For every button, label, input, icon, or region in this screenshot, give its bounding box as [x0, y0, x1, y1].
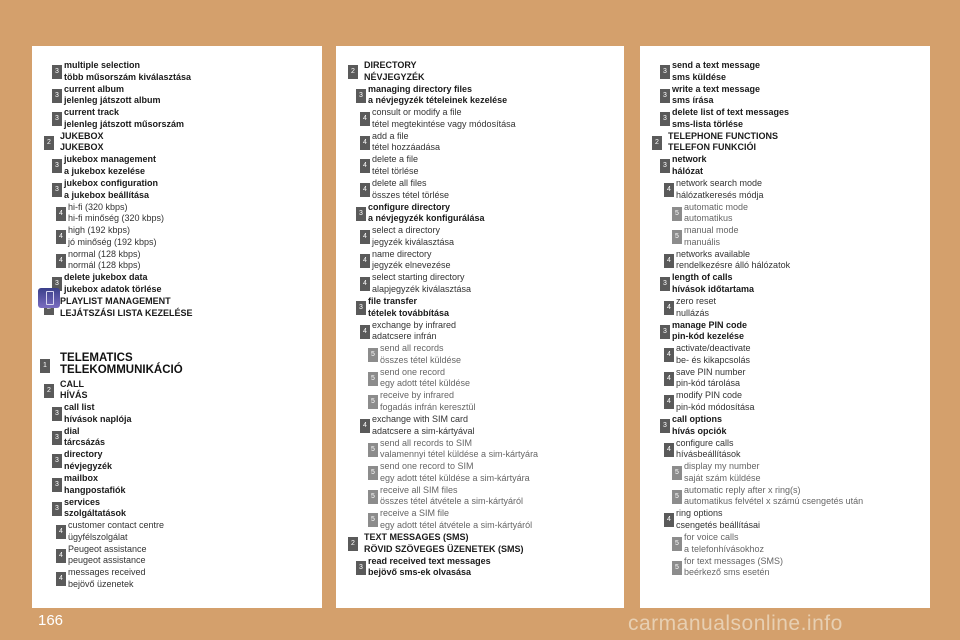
menu-level-badge: 5 — [672, 490, 682, 504]
menu-item-label-en: for text messages (SMS) — [684, 555, 784, 566]
menu-item-label-hu: valamennyi tétel küldése a sim-kártyára — [380, 449, 539, 460]
menu-item — [32, 567, 322, 591]
menu-level-badge: 4 — [664, 513, 674, 527]
menu-item-label-hu: összes tétel átvétele a sim-kártyáról — [380, 496, 524, 507]
menu-item-label-en: exchange with SIM card — [372, 414, 469, 424]
menu-level-badge: 3 — [660, 419, 670, 433]
menu-level-badge: 3 — [52, 502, 62, 516]
menu-level-badge: 5 — [368, 466, 378, 480]
menu-item-label-en: send all records to SIM — [380, 437, 473, 448]
menu-item — [32, 449, 322, 473]
menu-item-label-en: name directory — [372, 248, 432, 259]
menu-item — [640, 272, 930, 296]
menu-item — [336, 84, 624, 108]
menu-item-label-en: length of calls — [672, 272, 733, 283]
menu-item-label-en: configure calls — [676, 437, 734, 448]
menu-item — [336, 461, 624, 485]
menu-item-label-en: activate/deactivate — [676, 343, 751, 354]
menu-item-label-hu: manuális — [684, 236, 721, 247]
menu-item — [336, 390, 624, 414]
menu-item-label-hu: ügyfélszolgálat — [68, 531, 128, 542]
menu-item-label-en: manual mode — [684, 225, 739, 236]
menu-item-label-en: TEXT MESSAGES (SMS) — [364, 532, 469, 542]
menu-item-label-hu: TELEFON FUNKCIÓI — [668, 142, 756, 153]
menu-item-label-hu: jegyzék kiválasztása — [372, 236, 455, 247]
menu-item-label-hu: pin-kód kezelése — [672, 331, 745, 342]
menu-level-badge: 3 — [52, 183, 62, 197]
menu-item-label-hu: hívások naplója — [64, 413, 132, 424]
menu-level-badge: 3 — [52, 159, 62, 173]
menu-item-label-en: high (192 kbps) — [68, 225, 131, 236]
menu-level-badge: 3 — [660, 159, 670, 173]
menu-item-label-hu: be- és kikapcsolás — [676, 354, 751, 365]
menu-item — [336, 225, 624, 249]
menu-level-badge: 2 — [348, 65, 358, 79]
menu-level-badge: 4 — [56, 525, 66, 539]
menu-item-label-en: modify PIN code — [676, 390, 743, 401]
menu-item — [32, 473, 322, 497]
menu-item — [640, 556, 930, 580]
menu-level-badge: 5 — [672, 466, 682, 480]
menu-level-badge: 3 — [660, 112, 670, 126]
menu-item-label-hu: összes tétel küldése — [380, 354, 462, 365]
menu-item — [640, 225, 930, 249]
menu-item — [640, 131, 930, 155]
menu-level-badge: 3 — [52, 407, 62, 421]
menu-panel-right — [640, 46, 930, 608]
menu-item-label-en: add a file — [372, 130, 409, 141]
menu-level-badge: 3 — [356, 207, 366, 221]
menu-item-label-hu: alapjegyzék kiválasztása — [372, 283, 472, 294]
menu-item-label-hu: NÉVJEGYZÉK — [364, 71, 425, 82]
menu-item-label-hu: egy adott tétel átvétele a sim-kártyáról — [380, 519, 533, 530]
menu-item-label-hu: nullázás — [676, 307, 710, 318]
menu-item-label-en: receive a SIM file — [380, 508, 450, 519]
menu-item-label-en: automatic reply after x ring(s) — [684, 484, 801, 495]
menu-item-label-hu: hálózat — [672, 165, 704, 176]
menu-item-label-en: customer contact centre — [68, 520, 165, 531]
menu-item-label-en: configure directory — [368, 201, 451, 212]
menu-item — [336, 485, 624, 509]
menu-item — [640, 320, 930, 344]
menu-item-label-hu: hívás opciók — [672, 425, 727, 436]
menu-item — [32, 249, 322, 273]
menu-item-label-en: mailbox — [64, 473, 99, 483]
menu-level-badge: 4 — [360, 112, 370, 126]
menu-item-label-en: normal (128 kbps) — [68, 248, 141, 259]
menu-item-label-hu: normál (128 kbps) — [68, 260, 141, 271]
menu-item-label-hu: tétel megtekintése vagy módosítása — [372, 118, 516, 129]
menu-item-label-en: delete all files — [372, 178, 427, 188]
menu-item-label-hu: egy adott tétel küldése — [380, 378, 471, 389]
menu-level-badge: 2 — [44, 384, 54, 398]
menu-item-label-en: current album — [64, 83, 125, 94]
menu-item — [32, 225, 322, 249]
menu-item-label-en: for voice calls — [684, 532, 739, 542]
menu-item-label-hu: jegyzék elnevezése — [372, 260, 451, 271]
menu-item-label-en: current track — [64, 107, 120, 118]
menu-item-label-hu: hálózatkeresés módja — [676, 189, 764, 200]
menu-item — [640, 249, 930, 273]
menu-item-label-en: automatic mode — [684, 201, 749, 212]
menu-item — [32, 520, 322, 544]
menu-level-badge: 4 — [56, 230, 66, 244]
menu-item-label-hu: saját szám küldése — [684, 472, 761, 483]
menu-item-label-en: TELEMATICS — [60, 351, 133, 364]
menu-item-label-en: network search mode — [676, 178, 763, 188]
watermark: carmanualsonline.info — [628, 612, 843, 635]
menu-level-badge: 5 — [672, 561, 682, 575]
menu-item — [32, 131, 322, 155]
menu-item-label-hu: HÍVÁS — [60, 390, 88, 401]
menu-level-badge: 2 — [348, 537, 358, 551]
menu-item-label-hu: pin-kód módosítása — [676, 401, 755, 412]
menu-item — [336, 367, 624, 391]
menu-item-label-hu: a jukebox beállítása — [64, 189, 150, 200]
menu-item — [336, 532, 624, 556]
menu-item-label-en: PLAYLIST MANAGEMENT — [60, 296, 171, 306]
menu-item — [640, 532, 930, 556]
menu-level-badge: 3 — [52, 89, 62, 103]
menu-item-label-hu: jó minőség (192 kbps) — [68, 236, 157, 247]
menu-item-label-hu: tárcsázás — [64, 437, 106, 448]
menu-item — [640, 84, 930, 108]
menu-level-badge: 5 — [672, 537, 682, 551]
menu-item-label-hu: jukebox adatok törlése — [64, 283, 162, 294]
phone-icon — [38, 288, 60, 308]
menu-item-label-en: JUKEBOX — [60, 130, 104, 141]
menu-item — [336, 107, 624, 131]
menu-level-badge: 3 — [52, 478, 62, 492]
menu-item-label-hu: TELEKOMMUNIKÁCIÓ — [60, 363, 183, 376]
menu-item-label-hu: pin-kód tárolása — [676, 378, 741, 389]
menu-item — [336, 296, 624, 320]
menu-item — [336, 556, 624, 580]
menu-item — [32, 426, 322, 450]
menu-level-badge: 5 — [368, 490, 378, 504]
menu-level-badge: 4 — [360, 277, 370, 291]
menu-item — [32, 296, 322, 320]
menu-item-label-en: hi-fi (320 kbps) — [68, 201, 128, 212]
menu-item — [640, 485, 930, 509]
menu-item-label-en: send one record — [380, 366, 446, 377]
menu-item-label-en: multiple selection — [64, 60, 141, 70]
menu-item — [336, 508, 624, 532]
menu-item-label-en: DIRECTORY — [364, 60, 417, 70]
menu-item — [32, 154, 322, 178]
menu-item-label-en: jukebox management — [64, 154, 157, 165]
menu-item — [640, 178, 930, 202]
menu-item-label-en: send one record to SIM — [380, 461, 474, 472]
menu-item-label-en: receive by infrared — [380, 390, 455, 401]
menu-item-label-hu: a névjegyzék konfigurálása — [368, 213, 485, 224]
menu-level-badge: 3 — [52, 65, 62, 79]
menu-item — [640, 202, 930, 226]
menu-level-badge: 5 — [368, 372, 378, 386]
menu-item-label-en: exchange by infrared — [372, 319, 457, 330]
menu-level-badge: 3 — [356, 561, 366, 575]
menu-item-label-hu: névjegyzék — [64, 460, 113, 471]
menu-item — [336, 414, 624, 438]
menu-item-label-hu: jelenleg játszott műsorszám — [64, 118, 185, 129]
menu-level-badge: 4 — [664, 443, 674, 457]
menu-level-badge: 4 — [56, 254, 66, 268]
menu-item-label-en: dial — [64, 425, 80, 436]
menu-item-label-hu: a jukebox kezelése — [64, 165, 146, 176]
menu-item-label-hu: automatikus — [684, 213, 733, 224]
menu-item-label-hu: csengetés beállításai — [676, 519, 761, 530]
menu-item-label-en: call options — [672, 414, 723, 424]
menu-level-badge: 4 — [360, 183, 370, 197]
menu-level-badge: 4 — [360, 159, 370, 173]
menu-level-badge: 3 — [356, 89, 366, 103]
menu-level-badge: 4 — [664, 348, 674, 362]
menu-item-label-en: save PIN number — [676, 366, 746, 377]
menu-level-badge: 5 — [672, 230, 682, 244]
menu-panel-left — [32, 46, 322, 608]
menu-item-label-en: delete list of text messages — [672, 107, 790, 118]
menu-item-label-hu: tételek továbbítása — [368, 307, 450, 318]
menu-level-badge: 4 — [664, 183, 674, 197]
menu-item — [640, 461, 930, 485]
menu-item — [640, 438, 930, 462]
menu-item-label-hu: adatcsere infrán — [372, 331, 437, 342]
menu-item — [640, 414, 930, 438]
menu-item-label-en: services — [64, 496, 101, 507]
menu-level-badge: 4 — [360, 254, 370, 268]
page-number: 166 — [38, 612, 64, 629]
menu-panel-middle — [336, 46, 624, 608]
menu-level-badge: 5 — [368, 443, 378, 457]
menu-item-label-en: read received text messages — [368, 555, 491, 566]
menu-item-label-hu: tétel hozzáadása — [372, 142, 441, 153]
menu-level-badge: 1 — [40, 359, 50, 373]
menu-item-label-hu: automatikus felvétel x számú csengetés után — [684, 496, 864, 507]
menu-level-badge: 5 — [368, 348, 378, 362]
menu-item — [640, 154, 930, 178]
menu-level-badge: 3 — [52, 277, 62, 291]
menu-level-badge: 3 — [660, 325, 670, 339]
menu-item — [32, 84, 322, 108]
menu-item-label-en: CALL — [60, 378, 84, 389]
menu-item-label-en: messages received — [68, 567, 146, 578]
menu-item-label-en: file transfer — [368, 296, 418, 306]
menu-item — [336, 154, 624, 178]
menu-item-label-en: ring options — [676, 508, 723, 519]
menu-item-label-en: send a text message — [672, 60, 761, 70]
menu-item-label-hu: több műsorszám kiválasztása — [64, 71, 192, 82]
menu-level-badge: 3 — [660, 277, 670, 291]
menu-level-badge: 5 — [368, 395, 378, 409]
menu-item — [336, 320, 624, 344]
menu-item-label-en: manage PIN code — [672, 319, 748, 330]
menu-level-badge: 2 — [652, 136, 662, 150]
menu-level-badge: 4 — [664, 372, 674, 386]
menu-level-badge: 5 — [672, 207, 682, 221]
menu-item-label-en: Peugeot assistance — [68, 543, 147, 554]
menu-item-label-en: network — [672, 154, 707, 165]
menu-item — [32, 402, 322, 426]
menu-item-label-hu: tétel törlése — [372, 165, 419, 176]
menu-item — [640, 367, 930, 391]
menu-item — [640, 60, 930, 84]
menu-item-label-hu: szolgáltatások — [64, 508, 127, 519]
menu-item-label-en: delete a file — [372, 154, 419, 165]
menu-level-badge: 5 — [368, 513, 378, 527]
menu-item-label-en: display my number — [684, 461, 760, 472]
menu-level-badge: 4 — [360, 230, 370, 244]
menu-item — [32, 272, 322, 296]
menu-item-label-hu: hívások időtartama — [672, 283, 755, 294]
menu-level-badge: 4 — [664, 301, 674, 315]
menu-item-label-en: managing directory files — [368, 83, 473, 94]
menu-item — [336, 202, 624, 226]
menu-item-label-hu: beérkező sms esetén — [684, 567, 770, 578]
menu-item-label-hu: hívásbeállítások — [676, 449, 741, 460]
menu-item-label-hu: RÖVID SZÖVEGES ÜZENETEK (SMS) — [364, 543, 524, 554]
menu-item — [336, 438, 624, 462]
menu-level-badge: 4 — [360, 136, 370, 150]
menu-item-label-hu: sms-lista törlése — [672, 118, 744, 129]
menu-item — [32, 107, 322, 131]
menu-item-label-hu: adatcsere a sim-kártyával — [372, 425, 475, 436]
menu-item — [32, 544, 322, 568]
menu-level-badge: 3 — [356, 301, 366, 315]
menu-item — [32, 379, 322, 403]
menu-item-label-en: jukebox configuration — [64, 178, 159, 188]
menu-item — [32, 202, 322, 226]
menu-item — [640, 390, 930, 414]
menu-item-label-en: select a directory — [372, 225, 441, 236]
menu-level-badge: 4 — [56, 207, 66, 221]
menu-item-label-hu: sms küldése — [672, 71, 727, 82]
menu-item-label-hu: a telefonhívásokhoz — [684, 543, 765, 554]
menu-level-badge: 2 — [44, 136, 54, 150]
menu-item — [336, 343, 624, 367]
menu-level-badge: 3 — [660, 89, 670, 103]
menu-item-label-hu: összes tétel törlése — [372, 189, 450, 200]
menu-item — [32, 178, 322, 202]
menu-item-label-hu: a névjegyzék tételeinek kezelése — [368, 95, 508, 106]
menu-item-label-hu: hi-fi minőség (320 kbps) — [68, 213, 165, 224]
menu-level-badge: 4 — [664, 395, 674, 409]
menu-level-badge: 4 — [56, 549, 66, 563]
menu-item-label-en: consult or modify a file — [372, 107, 462, 118]
menu-item — [32, 352, 322, 378]
menu-item-label-hu: jelenleg játszott album — [64, 95, 161, 106]
menu-level-badge: 3 — [660, 65, 670, 79]
menu-item-label-hu: rendelkezésre álló hálózatok — [676, 260, 791, 271]
menu-level-badge: 3 — [52, 454, 62, 468]
menu-item-label-en: TELEPHONE FUNCTIONS — [668, 130, 779, 141]
menu-item-label-en: select starting directory — [372, 272, 465, 283]
menu-item-label-hu: bejövő üzenetek — [68, 578, 134, 589]
menu-item-label-hu: sms írása — [672, 95, 714, 106]
menu-item-label-en: zero reset — [676, 296, 717, 306]
menu-item — [336, 60, 624, 84]
menu-level-badge: 4 — [360, 419, 370, 433]
menu-item-label-hu: hangpostafiók — [64, 484, 126, 495]
menu-item-label-en: receive all SIM files — [380, 484, 458, 495]
menu-item — [640, 296, 930, 320]
menu-level-badge: 4 — [56, 572, 66, 586]
menu-item — [640, 343, 930, 367]
menu-level-badge: 4 — [360, 325, 370, 339]
menu-item — [640, 107, 930, 131]
menu-item-label-en: directory — [64, 449, 103, 460]
menu-item-label-hu: egy adott tétel küldése a sim-kártyára — [380, 472, 530, 483]
menu-item-label-hu: fogadás infrán keresztül — [380, 401, 476, 412]
menu-item — [336, 272, 624, 296]
menu-item — [336, 249, 624, 273]
menu-item — [640, 508, 930, 532]
menu-level-badge: 3 — [52, 431, 62, 445]
menu-item-label-en: call list — [64, 402, 95, 413]
menu-item-label-en: networks available — [676, 248, 751, 259]
menu-item — [336, 178, 624, 202]
menu-item-label-hu: LEJÁTSZÁSI LISTA KEZELÉSE — [60, 307, 193, 318]
menu-level-badge: 4 — [664, 254, 674, 268]
menu-item — [336, 131, 624, 155]
menu-item-label-hu: JUKEBOX — [60, 142, 104, 153]
menu-item — [32, 497, 322, 521]
menu-item-label-hu: bejövő sms-ek olvasása — [368, 567, 472, 578]
menu-item-label-en: send all records — [380, 343, 444, 354]
menu-item-label-en: write a text message — [672, 83, 761, 94]
menu-item — [32, 60, 322, 84]
menu-item-label-hu: peugeot assistance — [68, 555, 146, 566]
menu-level-badge: 3 — [52, 112, 62, 126]
menu-item-label-en: delete jukebox data — [64, 272, 148, 283]
